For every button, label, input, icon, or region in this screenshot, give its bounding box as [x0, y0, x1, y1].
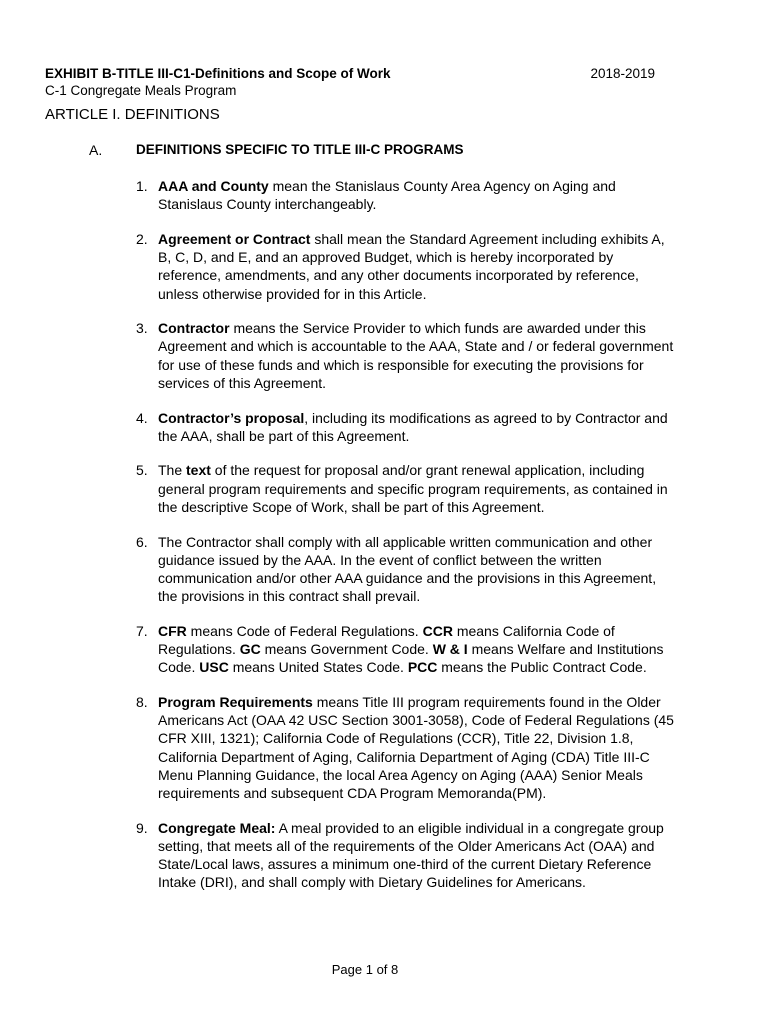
definition-number: 7. — [136, 622, 148, 639]
definition-text — [158, 533, 676, 606]
defined-term: W & I — [432, 641, 468, 658]
definition-item — [136, 319, 676, 392]
definitions-list — [136, 177, 676, 908]
definition-body: means the Service Provider to which funds are awarded under this Agreement and which is accountable to the AAA, State and / or federal government for use of these funds and which is responsible for executing the provisions for services of this Agreement. — [158, 320, 674, 391]
defined-term: GC — [239, 641, 261, 658]
definition-body: means Welfare and Institutions Code. — [158, 641, 664, 676]
contract-year: 2018-2019 — [590, 66, 655, 81]
defined-term: Congregate Meal: — [158, 819, 276, 836]
definition-item — [136, 461, 676, 516]
defined-term: CCR — [422, 622, 453, 639]
definition-text — [158, 693, 676, 802]
definition-text — [158, 177, 676, 213]
defined-term: Contractor’s proposal — [158, 409, 305, 426]
defined-term: Program Requirements — [158, 693, 313, 710]
defined-term: AAA and County — [158, 178, 269, 194]
definition-item — [136, 177, 676, 213]
definition-text — [158, 819, 676, 892]
definition-body: A meal provided to an eligible individual in a congregate group setting, that meets all of the requirements of the Older Americans Act (OAA) and State/Local laws, assures a minimum one-third of the current Dietary Reference Intake (DRI), and shall comply with Dietary Guidelines for Americans. — [158, 819, 664, 891]
definition-number: 4. — [136, 409, 148, 426]
definition-item — [136, 693, 676, 802]
definition-number: 2. — [136, 230, 148, 247]
exhibit-title: EXHIBIT B-TITLE III-C1-Definitions and Scope of Work — [45, 66, 391, 81]
definition-item — [136, 819, 676, 892]
definition-body: mean the Stanislaus County Area Agency on Aging and Stanislaus County interchangeably. — [158, 178, 616, 213]
definition-number: 5. — [136, 462, 148, 479]
definition-text — [158, 319, 676, 392]
definition-body: The Contractor shall comply with all applicable written communication and other guidance issued by the AAA. In the event of conflict between the written communication and/or other AAA guidance and the provisions in this Agreement, the provisions in this contract shall prevail. — [158, 533, 657, 605]
definition-item — [136, 230, 676, 303]
page-number: Page 1 of 8 — [331, 962, 399, 977]
definition-item — [136, 533, 676, 606]
definition-body: means United States Code. — [228, 659, 408, 676]
defined-term: text — [186, 462, 211, 479]
section-title: DEFINITIONS SPECIFIC TO TITLE III-C PROGRAMS — [136, 142, 464, 157]
defined-term: USC — [199, 659, 229, 676]
definition-number: 9. — [136, 819, 148, 836]
definition-number: 1. — [136, 178, 148, 194]
definition-text — [158, 409, 676, 445]
definition-text — [158, 230, 676, 303]
defined-term: Contractor — [158, 320, 230, 337]
definition-item — [136, 622, 676, 677]
definition-body: means the Public Contract Code. — [437, 659, 647, 676]
definition-text — [158, 622, 676, 677]
definition-number: 3. — [136, 320, 148, 337]
definition-body: , including its modifications as agreed to by Contractor and the AAA, shall be part of this Agreement. — [158, 409, 668, 444]
defined-term: PCC — [407, 659, 438, 676]
definition-body: means Government Code. — [260, 641, 433, 658]
definition-item — [136, 409, 676, 445]
definition-body: means California Code of Regulations. — [158, 622, 615, 658]
definition-body: means Code of Federal Regulations. — [186, 622, 423, 639]
definition-number: 8. — [136, 693, 148, 710]
definition-body: means Title III program requirements found in the Older Americans Act (OAA 42 USC Section 3001-3058), Code of Federal Regulations (45 CFR XIII, 1321); California Code of Regulations (CCR), Title 22, Division 1.8, California Department of Aging, California Department of Aging (CDA) Title III-C Menu Planning Guidance, the local Area Agency on Aging (AAA) Senior Meals requirements and subsequent CDA Program Memoranda(PM). — [158, 693, 674, 801]
section-letter: A. — [89, 142, 103, 158]
definition-text — [158, 461, 676, 516]
definition-body: of the request for proposal and/or grant renewal application, including general program requirements and specific program requirements, as contained in the descriptive Scope of Work, shall be part of this Agreement. — [158, 462, 668, 515]
definition-body: shall mean the Standard Agreement including exhibits A, B, C, D, and E, and an approved Budget, which is hereby incorporated by reference, amendments, and any other documents incorporated by reference, unless otherwise provided for in this Article. — [158, 230, 665, 302]
defined-term: Agreement or Contract — [158, 230, 311, 247]
definition-body: The — [158, 462, 187, 479]
defined-term: CFR — [158, 622, 187, 639]
definition-number: 6. — [136, 533, 148, 550]
program-name: C-1 Congregate Meals Program — [45, 83, 237, 98]
article-heading: ARTICLE I. DEFINITIONS — [45, 106, 220, 123]
